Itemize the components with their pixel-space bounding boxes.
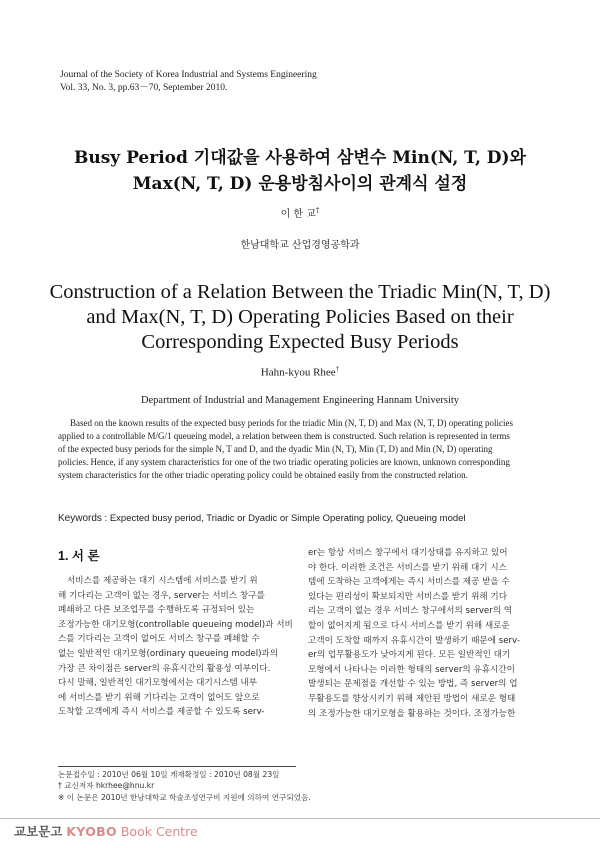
korean-title-line-1: Busy Period 기대값을 사용하여 삼변수 Min(N, T, D)와 (74, 148, 526, 168)
corresponding-author-mark: † (315, 206, 320, 215)
keywords-label: Keywords (58, 513, 102, 524)
korean-affiliation: 한남대학교 산업경영공학과 (240, 240, 360, 251)
korean-title-line-2: Max(N, T, D) 운용방침사이의 관계식 설정 (132, 174, 468, 194)
journal-issue: Vol. 33, No. 3, pp.63－70, September 2010. (60, 83, 228, 93)
footnote-funding: ※ 이 논문은 2010년 한남대학교 학술조성연구비 지원에 의하여 연구되었음. (58, 792, 311, 802)
body-line: 가장 큰 차이점은 server의 유휴시간의 활용성 여부이다. (58, 663, 271, 674)
left-column (58, 574, 296, 720)
body-line: 있다는 편리성이 확보되지만 서비스를 받기 위해 기다 (308, 591, 508, 602)
abstract-line: of the expected busy periods for the simple N, T and D, and the dyadic Min (N, T), Min (T, D) and Min (N, D) operating (58, 443, 493, 454)
footnotes (58, 769, 311, 803)
korean-author-name: 이 한 교 (280, 209, 316, 220)
korean-author (0, 205, 600, 220)
journal-header (60, 69, 317, 95)
keywords (58, 513, 466, 524)
body-line: 폐쇄하고 다른 보조업무를 수행하도록 규정되어 있는 (58, 605, 255, 616)
body-line: 해 기다리는 고객이 없는 경우, server는 서비스 창구를 (58, 590, 265, 601)
abstract-line: applied to a controllable M/G/1 queueing model, a relation between them is constructed. Such relation is represented in terms (58, 430, 510, 441)
footnote-corresponding-author: † 교신저자 hkrhee@hnu.kr (58, 781, 155, 791)
english-author (0, 365, 600, 379)
keywords-separator: : (101, 513, 110, 524)
body-line: 할이 없어지게 됨으로 다시 서비스를 받기 위해 새로운 (308, 620, 510, 631)
korean-title (40, 145, 560, 197)
body-line: 고객이 도착할 때까지 유휴시간이 발생하기 때문에 serv- (308, 635, 520, 646)
body-line: er는 항상 서비스 창구에서 대기상태를 유지하고 있어 (308, 548, 508, 558)
english-author-name: Hahn-kyou Rhee (260, 366, 336, 379)
section-heading: 1. 서 론 (58, 549, 100, 563)
footnote-divider (58, 766, 296, 767)
corresponding-author-mark-en: † (335, 365, 340, 373)
body-line: er의 업무활용도가 낮아지게 된다. 모든 일반적인 대기 (308, 650, 511, 661)
english-title-line-2: and Max(N, T, D) Operating Policies Based on their (86, 306, 514, 328)
journal-name: Journal of the Society of Korea Industrial and Systems Engineering (60, 70, 317, 80)
kyobo-watermark (14, 822, 198, 840)
right-column (308, 546, 546, 721)
keywords-text: Expected busy period, Triadic or Dyadic or Simple Operating policy, Queueing model (109, 513, 466, 524)
watermark-suffix: Book Centre (120, 824, 198, 839)
body-line: 에 서비스를 받기 위해 기다리는 고객이 없어도 앞으로 (58, 692, 260, 703)
body-line: 무활용도를 향상시키기 위해 제안된 방법이 새로운 형태 (308, 693, 516, 704)
body-line: 다시 말해, 일반적인 대기모형에서는 대기시스템 내부 (58, 678, 258, 689)
body-line: 서비스를 제공하는 대기 시스템에 서비스를 받기 위 (67, 576, 258, 586)
body-line: 스를 기다리는 고객이 없어도 서비스 창구를 폐쇄할 수 (58, 634, 260, 645)
body-line: 발생되는 문제점을 개선할 수 있는 방법, 즉 server의 업 (308, 679, 518, 690)
body-line: 모형에서 나타나는 이러한 형태의 server의 유휴시간이 (308, 664, 515, 675)
english-title-line-1: Construction of a Relation Between the Triadic Min(N, T, D) (49, 281, 551, 303)
body-line: 조정가능한 대기모형(controllable queueing model)과 서비 (58, 619, 293, 630)
body-line: 템에 도착하는 고객에게는 즉시 서비스를 제공 받을 수 (308, 577, 510, 588)
watermark-english: KYOBO (66, 824, 117, 839)
abstract-line: Based on the known results of the expected busy periods for the triadic Min (N, T, D) and Max (N, T, D) operating policies (70, 418, 513, 428)
body-line: 리는 고객이 없는 경우 서비스 창구에서의 server의 역 (308, 606, 513, 617)
footer-divider (0, 818, 600, 819)
abstract (58, 417, 544, 482)
body-line: 의 조정가능한 대기모형을 활용하는 것이다. 조정가능한 (308, 708, 516, 719)
body-line: 야 한다. 이러한 조건은 서비스를 받기 위해 대기 시스 (308, 562, 507, 573)
english-title (30, 280, 570, 355)
footnote-dates: 논문접수일 : 2010년 06월 10일 게재확정일 : 2010년 08월 23일 (58, 770, 280, 779)
abstract-line: policies. Hence, if any system characteristics for one of the two triadic operating policies are known, unknown corresponding (58, 456, 510, 467)
watermark-korean: 교보문고 (14, 824, 63, 839)
body-line: 없는 일반적인 대기모형(ordinary queueing model)과의 (58, 648, 279, 659)
abstract-line: system characteristics for the other triadic operating policy could be obtained easily from the constructed relation. (58, 469, 468, 480)
english-title-line-3: Corresponding Expected Busy Periods (141, 331, 459, 353)
english-affiliation: Department of Industrial and Management Engineering Hannam University (140, 395, 460, 406)
body-line: 도착할 고객에게 즉시 서비스를 제공할 수 있도록 serv- (58, 707, 265, 718)
